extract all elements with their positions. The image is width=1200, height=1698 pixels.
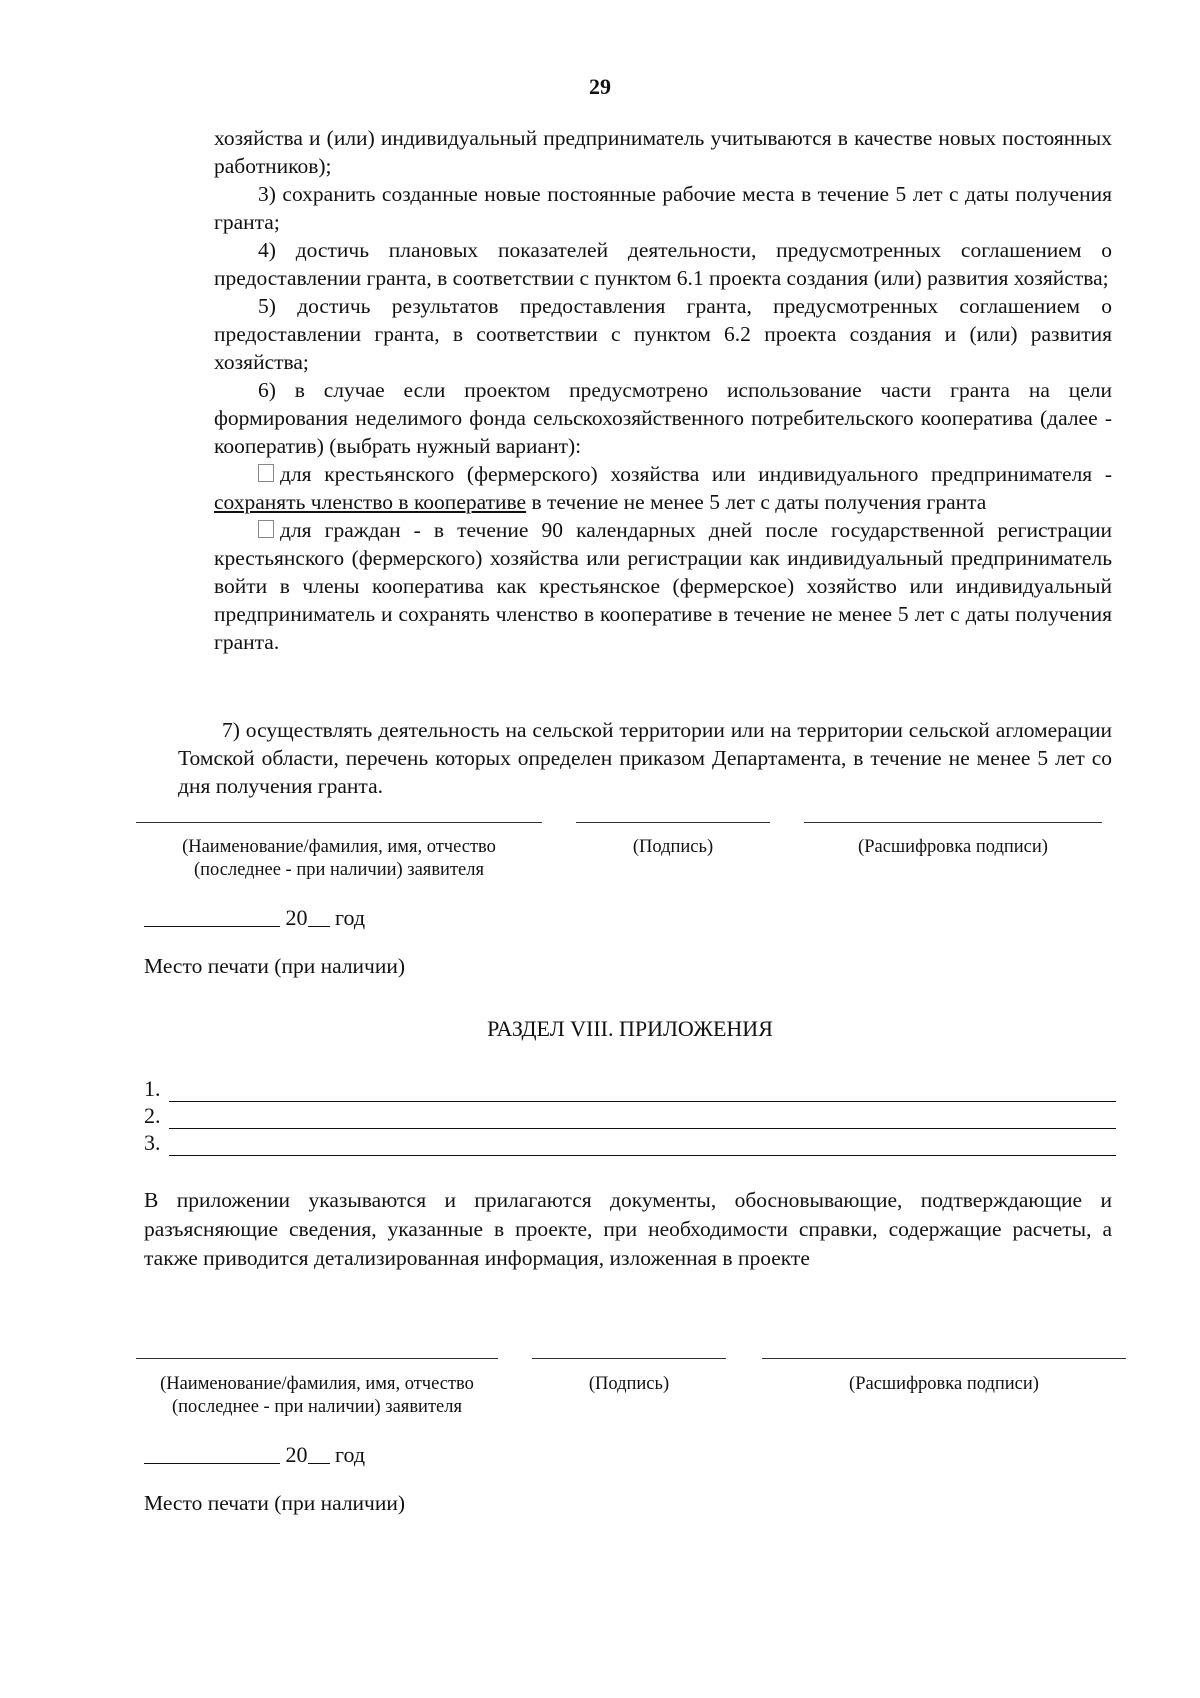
year-suffix: год bbox=[335, 1442, 366, 1467]
appendix-line-1[interactable] bbox=[144, 1076, 1116, 1102]
paragraph-item-5: 5) достичь результатов предоставления гранта, предусмотренных соглашением о предоставлении гранта, в соответствии с пунктом 6.2 проекта создания и (или) развития хозяйства; bbox=[214, 294, 1112, 374]
seal-place: Место печати (при наличии) bbox=[144, 954, 406, 978]
date-blank[interactable] bbox=[144, 1441, 280, 1464]
sign-caption: (Подпись) bbox=[632, 837, 714, 857]
name-caption-line2: (последнее - при наличии) заявителя bbox=[193, 860, 484, 880]
decode-caption: (Расшифровка подписи) bbox=[858, 837, 1048, 857]
enum-number: 3. bbox=[144, 1130, 161, 1155]
decode-signature-line bbox=[762, 1358, 1126, 1359]
checkbox-icon[interactable] bbox=[258, 464, 274, 482]
year-blank[interactable] bbox=[308, 1441, 330, 1464]
paragraph-item-3: 3) сохранить созданные новые постоянные рабочие места в течение 5 лет с даты получения гранта; bbox=[214, 182, 1112, 234]
option-farm-underlined: сохранять членство в кооперативе bbox=[214, 490, 527, 514]
appendix-line-2[interactable] bbox=[144, 1103, 1116, 1129]
signature-line bbox=[532, 1358, 726, 1359]
name-caption-line2: (последнее - при наличии) заявителя bbox=[171, 1397, 462, 1417]
name-caption bbox=[136, 836, 542, 882]
option-citizens-text: для граждан - в течение 90 календарных дней после государственной регистрации крестьянского (фермерского) хозяйства или регистрации как индивидуальный предприниматель войти в члены кооператива как крестьянское (фермерское) хозяйство или индивидуальный предприниматель и сохранять членство в кооперативе в течение не менее 5 лет с даты получения гранта. bbox=[214, 518, 1112, 654]
appendix-line-3[interactable] bbox=[144, 1130, 1116, 1156]
option-farm-tail: в течение не менее 5 лет с даты получения гранта bbox=[526, 490, 987, 514]
name-signature-line bbox=[136, 822, 542, 823]
page-number: 29 bbox=[589, 74, 611, 99]
enum-rule bbox=[169, 1155, 1116, 1156]
name-caption-line1: (Наименование/фамилия, имя, отчество bbox=[182, 837, 496, 857]
paragraph-item-6: 6) в случае если проектом предусмотрено использование части гранта на цели формирования неделимого фонда сельскохозяйственного потребительского кооператива (далее - кооператив) (выбрать нужный вариант): bbox=[214, 378, 1112, 458]
year-prefix: 20 bbox=[285, 1442, 308, 1467]
decode-signature-line bbox=[804, 822, 1102, 823]
option-farm-text: для крестьянского (фермерского) хозяйства или индивидуального предпринимателя - bbox=[280, 462, 1112, 486]
year-blank[interactable] bbox=[308, 904, 330, 927]
enum-rule bbox=[169, 1128, 1116, 1129]
option-citizens bbox=[214, 516, 1112, 656]
seal-place: Место печати (при наличии) bbox=[144, 1491, 406, 1515]
year-prefix: 20 bbox=[285, 905, 308, 930]
name-caption-line1: (Наименование/фамилия, имя, отчество bbox=[160, 1374, 474, 1394]
paragraph-continuation: хозяйства и (или) индивидуальный предприниматель учитываются в качестве новых постоянных работников); bbox=[214, 126, 1112, 178]
paragraph-item-7: 7) осуществлять деятельность на сельской территории или на территории сельской агломерации Томской области, перечень которых определен приказом Департамента, в течение не менее 5 лет со дня получения гранта. bbox=[178, 718, 1112, 798]
date-field bbox=[144, 1441, 365, 1468]
date-field bbox=[144, 904, 365, 931]
option-farm bbox=[214, 460, 1112, 516]
date-blank[interactable] bbox=[144, 904, 280, 927]
conditions-text bbox=[214, 124, 1112, 656]
paragraph-item-4: 4) достичь плановых показателей деятельности, предусмотренных соглашением о предоставлении гранта, в соответствии с пунктом 6.1 проекта создания (или) развития хозяйства; bbox=[214, 238, 1112, 290]
year-suffix: год bbox=[335, 905, 366, 930]
decode-caption: (Расшифровка подписи) bbox=[849, 1374, 1039, 1394]
name-caption bbox=[136, 1373, 498, 1419]
name-signature-line bbox=[136, 1358, 498, 1359]
signature-line bbox=[576, 822, 770, 823]
enum-rule bbox=[169, 1101, 1116, 1102]
checkbox-icon[interactable] bbox=[258, 520, 274, 538]
sign-caption: (Подпись) bbox=[588, 1374, 670, 1394]
enum-number: 1. bbox=[144, 1076, 161, 1101]
enum-number: 2. bbox=[144, 1103, 161, 1128]
section-title: РАЗДЕЛ VIII. ПРИЛОЖЕНИЯ bbox=[487, 1016, 773, 1041]
appendix-description: В приложении указываются и прилагаются документы, обосновывающие, подтверждающие и разъясняющие сведения, указанные в проекте, при необходимости справки, содержащие расчеты, а также приводится детализированная информация, изложенная в проекте bbox=[144, 1188, 1112, 1270]
